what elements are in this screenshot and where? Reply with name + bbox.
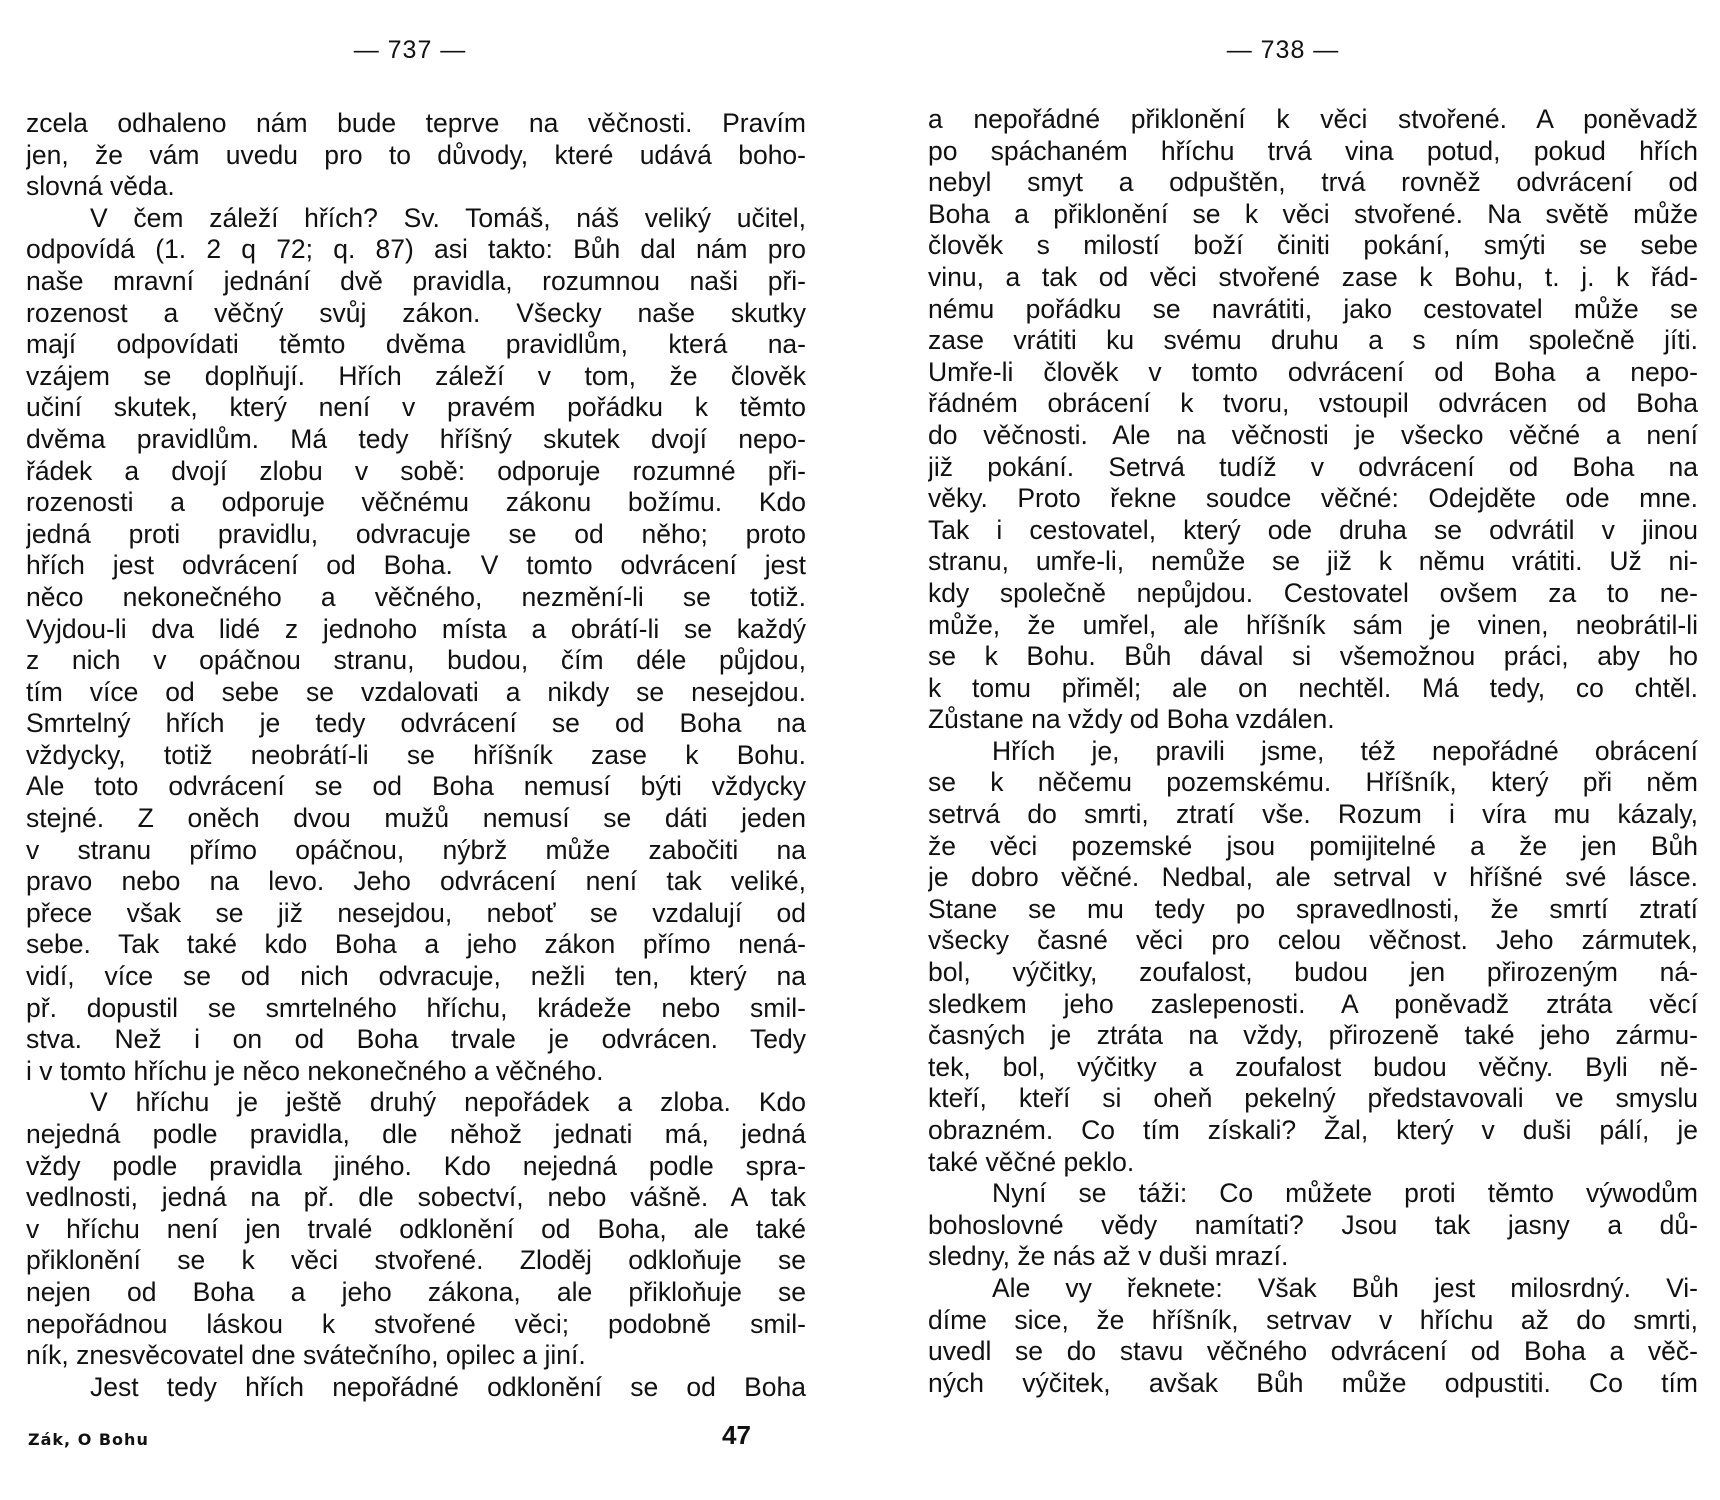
text-line: bol, výčitky, zoufalost, budou jen přirozeným ná- xyxy=(928,957,1698,988)
left-page-text xyxy=(26,108,806,1403)
text-line: obrazném. Co tím získali? Žal, který v duši pálí, je xyxy=(928,1115,1698,1145)
text-line: řádném obrácení k tvoru, vstoupil odvrácen od Boha xyxy=(928,388,1698,419)
footer-sheet-number: 47 xyxy=(722,1420,751,1450)
text-line: a nepořádné přiklonění k věci stvořené. A poněvadž xyxy=(928,104,1698,134)
text-line: Ale toto odvrácení se od Boha nemusí býti vždycky xyxy=(26,771,806,802)
text-line: př. dopustil se smrtelného hříchu, krádeže nebo smil- xyxy=(26,992,806,1023)
text-line: vedlnosti, jedná na př. dle sobectví, nebo vášně. A tak xyxy=(26,1182,806,1213)
text-line: nému pořádku se navrátiti, jako cestovatel může se xyxy=(928,293,1698,324)
right-page xyxy=(928,0,1698,1500)
text-line: sledny, že nás až v duši mrazí. xyxy=(928,1241,1289,1272)
text-line: učiní skutek, který není v pravém pořádku k těmto xyxy=(26,392,806,423)
text-line: Boha a přiklonění se k věci stvořené. Na světě může xyxy=(928,198,1698,229)
text-line: zcela odhaleno nám bude teprve na věčnosti. Pravím xyxy=(26,108,806,138)
left-page-footer xyxy=(26,1420,806,1460)
text-line: ných výčitek, avšak Bůh může odpustiti. Co tím xyxy=(928,1367,1698,1398)
text-line: Hřích je, pravili jsme, též nepořádné obrácení xyxy=(992,735,1698,766)
text-line: v hříchu není jen trvalé odklonění od Boha, ale také xyxy=(26,1213,806,1244)
text-line: řádek a dvojí zlobu v sobě: odporuje rozumné při- xyxy=(26,455,806,486)
text-line: nepořádnou láskou k stvořené věci; podobně smil- xyxy=(26,1308,806,1339)
text-line: zase vrátiti ku svému druhu a s ním společně jíti. xyxy=(928,325,1698,356)
text-line: že věci pozemské jsou pomijitelné a že jen Bůh xyxy=(928,830,1698,861)
text-line: se k Bohu. Bůh dával si všemožnou práci, aby ho xyxy=(928,641,1698,672)
text-line: rozenosti a odporuje věčnému zákonu božímu. Kdo xyxy=(26,487,806,518)
text-line: sebe. Tak také kdo Boha a jeho zákon přímo nená- xyxy=(26,929,806,960)
text-line: vinu, a tak od věci stvořené zase k Bohu, t. j. k řád- xyxy=(928,261,1698,292)
text-line: bohoslovné vědy namítati? Jsou tak jasny a dů- xyxy=(928,1209,1698,1240)
text-line: díme sice, že hříšník, setrvav v hříchu až do smrti, xyxy=(928,1304,1698,1335)
text-line: rozenost a věčný svůj zákon. Všecky naše skutky xyxy=(26,297,806,328)
text-line: slovná věda. xyxy=(26,171,175,202)
text-line: může, že umřel, ale hříšník sám je vinen, neobrátil-li xyxy=(928,609,1698,640)
text-line: přece však se již nesejdou, neboť se vzdalují od xyxy=(26,897,806,928)
text-line: nejedná podle pravidla, dle něhož jednati má, jedná xyxy=(26,1119,806,1149)
text-line: sledkem jeho zaslepenosti. A poněvadž ztráta věcí xyxy=(928,988,1698,1019)
text-line: jedná proti pravidlu, odvracuje se od něho; proto xyxy=(26,518,806,549)
text-line: naše mravní jednání dvě pravidla, rozumnou naši při- xyxy=(26,265,806,296)
text-line: Stane se mu tedy po spravedlnosti, že smrtí ztratí xyxy=(928,893,1698,924)
text-line: také věčné peklo. xyxy=(928,1146,1135,1177)
text-line: ník, znesvěcovatel dne svátečního, opilec a jiní. xyxy=(26,1340,586,1371)
text-line: mají odpovídati těmto dvěma pravidlům, která na- xyxy=(26,329,806,360)
text-line: hřích jest odvrácení od Boha. V tomto odvrácení jest xyxy=(26,550,806,581)
text-line: již pokání. Setrvá tudíž v odvrácení od Boha na xyxy=(928,451,1698,482)
text-line: k tomu přiměl; ale on nechtěl. Má tedy, co chtěl. xyxy=(928,672,1698,703)
text-line: nebyl smyt a odpuštěn, trvá rovněž odvrácení od xyxy=(928,167,1698,198)
text-line: Vyjdou-li dva lidé z jednoho místa a obrátí-li se každý xyxy=(26,613,806,644)
text-line: všecky časné věci pro celou věčnost. Jeho zármutek, xyxy=(928,925,1698,956)
text-line: věky. Proto řekne soudce věčné: Odejděte ode mne. xyxy=(928,483,1698,514)
text-line: je dobro věčné. Nedbal, ale setrval v hříšné své lásce. xyxy=(928,862,1698,893)
page-number-left: — 737 — xyxy=(353,36,467,64)
text-line: stranu, umře-li, nemůže se již k němu vrátiti. Už ni- xyxy=(928,546,1698,577)
text-line: Jest tedy hřích nepořádné odklonění se od Boha xyxy=(90,1371,806,1402)
text-line: po spáchaném hříchu trvá vina potud, pokud hřích xyxy=(928,135,1698,166)
text-line: vzájem se doplňují. Hřích záleží v tom, že člověk xyxy=(26,360,806,391)
text-line: v stranu přímo opáčnou, nýbrž může zabočiti na xyxy=(26,834,806,865)
text-line: uvedl se do stavu věčného odvrácení od Boha a věč- xyxy=(928,1336,1698,1367)
text-line: Umře-li člověk v tomto odvrácení od Boha a nepo- xyxy=(928,356,1698,387)
footer-signature: Zák, O Bohu xyxy=(28,1430,149,1449)
right-page-text xyxy=(928,104,1698,1399)
left-page xyxy=(26,0,806,1500)
text-line: pravo nebo na levo. Jeho odvrácení není tak veliké, xyxy=(26,866,806,897)
page-number-right: — 738 — xyxy=(1226,36,1340,64)
text-line: vždycky, totiž neobrátí-li se hříšník zase k Bohu. xyxy=(26,739,806,770)
text-line: stejné. Z oněch dvou mužů nemusí se dáti jeden xyxy=(26,803,806,834)
text-line: Tak i cestovatel, který ode druha se odvrátil v jinou xyxy=(928,514,1698,545)
text-line: setrvá do smrti, ztratí vše. Rozum i víra mu kázaly, xyxy=(928,799,1698,830)
text-line: V hříchu je ještě druhý nepořádek a zloba. Kdo xyxy=(90,1087,806,1118)
text-line: dvěma pravidlům. Má tedy hříšný skutek dvojí nepo- xyxy=(26,423,806,454)
text-line: vždy podle pravidla jiného. Kdo nejedná podle spra- xyxy=(26,1150,806,1181)
text-line: Smrtelný hřích je tedy odvrácení se od Boha na xyxy=(26,708,806,739)
text-line: Ale vy řeknete: Však Bůh jest milosrdný. Vi- xyxy=(992,1272,1698,1303)
text-line: stva. Než i on od Boha trvale je odvrácen. Tedy xyxy=(26,1024,806,1055)
text-line: Nyní se táži: Co můžete proti těmto výwodům xyxy=(992,1178,1698,1209)
text-line: V čem záleží hřích? Sv. Tomáš, náš veliký učitel, xyxy=(90,202,806,233)
text-line: člověk s milostí boží činiti pokání, smýti se sebe xyxy=(928,230,1698,261)
text-line: z nich v opáčnou stranu, budou, čím déle půjdou, xyxy=(26,645,806,676)
text-line: nejen od Boha a jeho zákona, ale přikloňuje se xyxy=(26,1276,806,1307)
text-line: i v tomto hříchu je něco nekonečného a věčného. xyxy=(26,1055,604,1086)
text-line: kdy společně nepůjdou. Cestovatel ovšem za to ne- xyxy=(928,577,1698,608)
text-line: vidí, více se od nich odvracuje, nežli ten, který na xyxy=(26,961,806,992)
text-line: do věčnosti. Ale na věčnosti je všecko věčné a není xyxy=(928,419,1698,450)
text-line: tek, bol, výčitky a zoufalost budou věčny. Byli ně- xyxy=(928,1051,1698,1082)
text-line: časných je ztráta na vždy, přirozeně také jeho zármu- xyxy=(928,1020,1698,1051)
text-line: něco nekonečného a věčného, nezmění-li se totiž. xyxy=(26,581,806,612)
text-line: kteří, kteří si oheň pekelný představovali ve smyslu xyxy=(928,1083,1698,1114)
text-line: tím více od sebe se vzdalovati a nikdy se nesejdou. xyxy=(26,676,806,707)
text-line: se k něčemu pozemskému. Hříšník, který při něm xyxy=(928,767,1698,798)
text-line: Zůstane na vždy od Boha vzdálen. xyxy=(928,704,1335,735)
text-line: jen, že vám uvedu pro to důvody, které udává boho- xyxy=(26,139,806,170)
text-line: přiklonění se k věci stvořené. Zloděj odkloňuje se xyxy=(26,1245,806,1276)
text-line: odpovídá (1. 2 q 72; q. 87) asi takto: Bůh dal nám pro xyxy=(26,234,806,265)
